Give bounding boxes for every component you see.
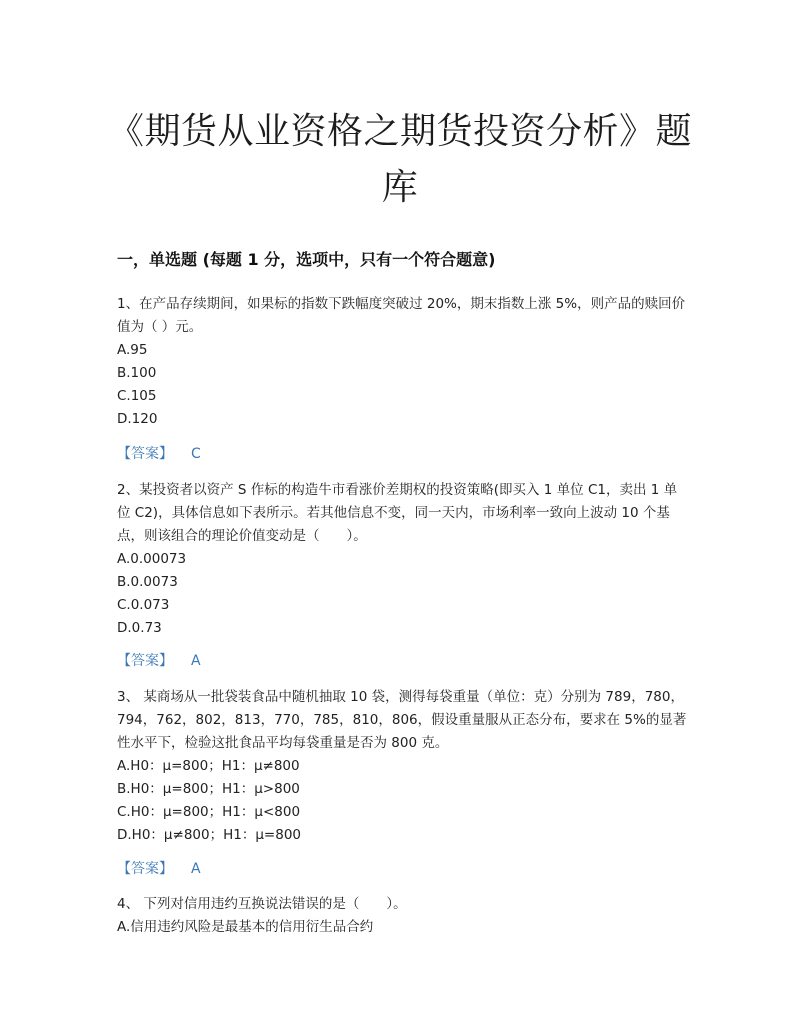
answer-value: A <box>191 653 201 669</box>
question-1-option-b: B.100 <box>117 365 157 381</box>
question-1-option-a: A.95 <box>117 342 148 358</box>
question-3-option-d: D.H0：μ≠800；H1：μ=800 <box>117 827 302 843</box>
question-3 <box>117 686 687 847</box>
question-3-option-c: C.H0：μ=800；H1：μ<800 <box>117 804 301 820</box>
document-title: 《期货从业资格之期货投资分析》题库 <box>107 111 692 208</box>
question-1-stem: 1、在产品存续期间，如果标的指数下跌幅度突破过 20%，期末指数上涨 5%，则产品的赎回价值为（ ）元。 <box>117 296 686 335</box>
question-1 <box>117 293 687 431</box>
question-1-option-c: C.105 <box>117 388 157 404</box>
question-4-stem: 4、 下列对信用违约互换说法错误的是（ ）。 <box>117 896 407 912</box>
answer-label: 【答案】 <box>117 861 173 877</box>
question-1-option-d: D.120 <box>117 411 158 427</box>
question-3-stem: 3、 某商场从一批袋装食品中随机抽取 10 袋，测得每袋重量（单位：克）分别为 789，780，794，762，802，813，770，785，810，806，假设重量服从正态分布，要求在 5%的显著性水平下，检验这批食品平均每袋重量是否为 800 克。 <box>117 689 687 751</box>
question-2-option-b: B.0.0073 <box>117 574 178 590</box>
question-4-option-a: A.信用违约风险是最基本的信用衍生品合约 <box>117 919 374 935</box>
answer-label: 【答案】 <box>117 653 173 669</box>
question-1-answer <box>117 443 201 463</box>
question-2-option-c: C.0.073 <box>117 597 170 613</box>
question-3-option-b: B.H0：μ=800；H1：μ>800 <box>117 781 300 797</box>
question-2-answer <box>117 650 201 670</box>
question-3-answer <box>117 858 201 878</box>
question-2-option-a: A.0.00073 <box>117 551 187 567</box>
question-3-option-a: A.H0：μ=800；H1：μ≠800 <box>117 758 300 774</box>
answer-value: A <box>191 861 201 877</box>
answer-value: C <box>191 446 201 462</box>
answer-label: 【答案】 <box>117 446 173 462</box>
question-2 <box>117 479 687 640</box>
question-4 <box>117 893 687 939</box>
section-heading: 一，单选题 (每题 1 分，选项中，只有一个符合题意) <box>117 250 496 269</box>
question-2-stem: 2、某投资者以资产 S 作标的构造牛市看涨价差期权的投资策略(即买入 1 单位 C1，卖出 1 单位 C2)，具体信息如下表所示。若其他信息不变，同一天内，市场利率一致向上波动 10 个基点，则该组合的理论价值变动是（ ）。 <box>117 482 678 544</box>
question-2-option-d: D.0.73 <box>117 620 162 636</box>
